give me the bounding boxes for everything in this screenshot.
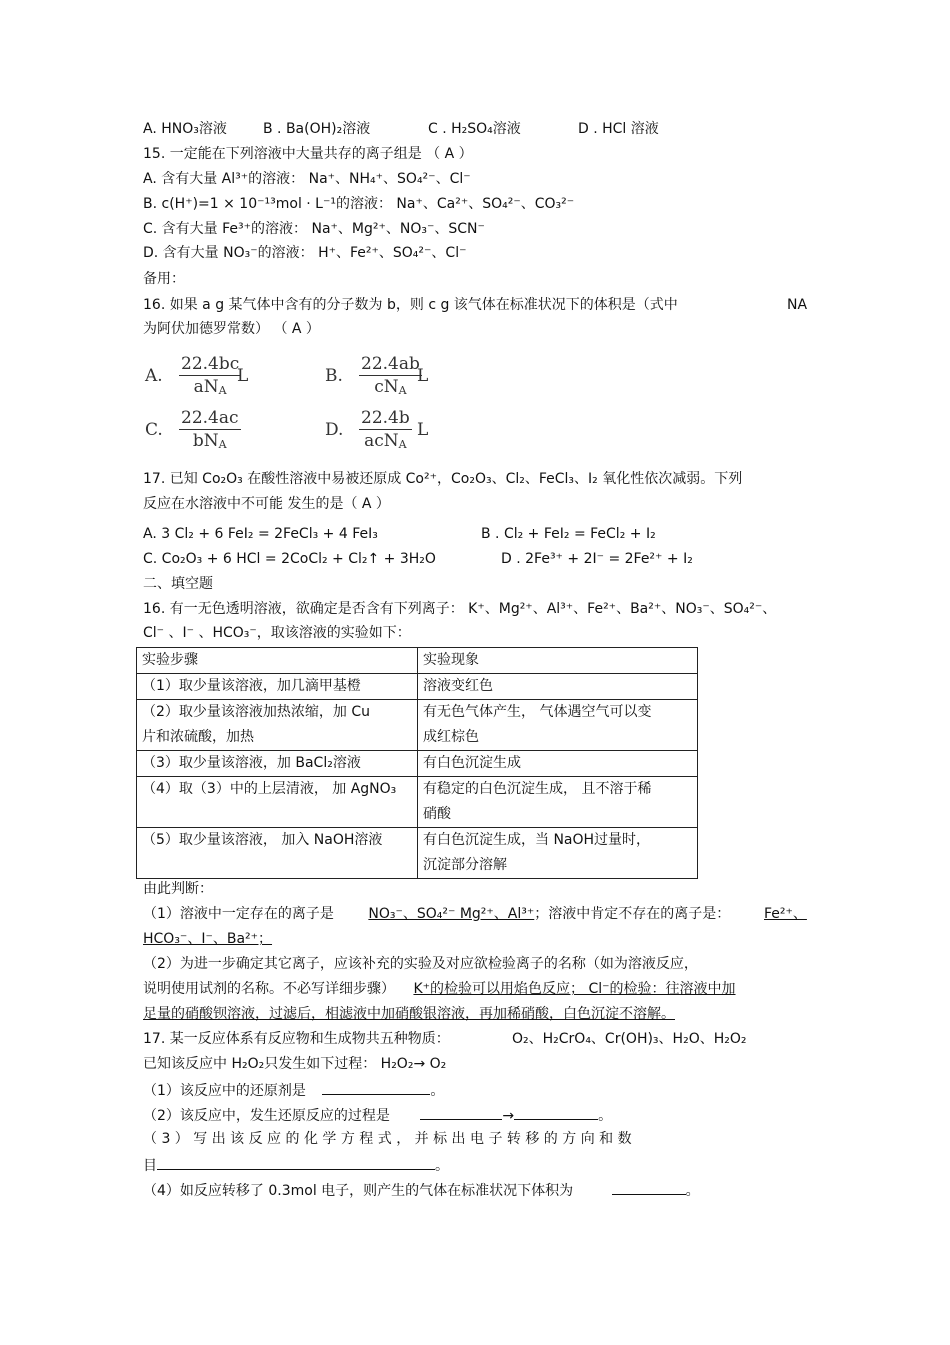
- q17a-option-c: C. Co₂O₃ + 6 HCl = 2CoCl₂ + Cl₂↑ + 3H₂O: [143, 551, 436, 567]
- answer1-mid: ；溶液中肯定不存在的离子是：: [534, 906, 731, 922]
- q15-option-b: B. c(H⁺)=1 × 10⁻¹³mol · L⁻¹的溶液： Na⁺、Ca²⁺、SO₄²⁻、CO₃²⁻: [143, 196, 575, 212]
- cell-line: 有稳定的白色沉淀生成， 且不溶于稀: [423, 781, 652, 797]
- q14-option-c: C . H₂SO₄溶液: [428, 121, 521, 137]
- table-cell: [137, 828, 418, 879]
- arrow: →: [502, 1108, 515, 1124]
- present-ions-answer: NO₃⁻、SO₄²⁻ Mg²⁺、Al³⁺: [368, 906, 535, 922]
- cell-line: 有无色气体产生， 气体遇空气可以变: [423, 704, 652, 720]
- table-row: [137, 674, 698, 700]
- answer1-prefix: （1）溶液中一定存在的离子是: [143, 906, 334, 922]
- q17a-line2: 反应在水溶液中不可能 发生的是（ A ）: [143, 496, 390, 512]
- end-mark: 。: [435, 1158, 449, 1174]
- q17a-option-d: D . 2Fe³⁺ + 2I⁻ = 2Fe²⁺ + I₂: [501, 551, 693, 567]
- table-row: [137, 777, 698, 828]
- reduction-to-blank[interactable]: [514, 1105, 598, 1120]
- denominator: $aN_A$: [193, 377, 227, 397]
- table-header-row: [137, 648, 698, 674]
- q16b-answer1: [143, 905, 730, 923]
- gas-volume-blank[interactable]: [612, 1180, 686, 1195]
- supplementary-test-answer: K⁺的检验可以用焰色反应； Cl⁻的检验：往溶液中加: [413, 981, 736, 997]
- subscript: A: [218, 384, 227, 397]
- q17b-part3-line1: （ 3 ） 写 出 该 反 应 的 化 学 方 程 式 ， 并 标 出 电 子 转 移 的 方 向 和 数: [143, 1131, 632, 1147]
- fraction: [359, 354, 422, 397]
- subscript: A: [218, 438, 227, 451]
- q17a-line1: 17. 已知 Co₂O₃ 在酸性溶液中易被还原成 Co²⁺，Co₂O₃、Cl₂、FeCl₃、I₂ 氧化性依次减弱。下列: [143, 471, 743, 487]
- q17a-option-b: B . Cl₂ + FeI₂ = FeCl₂ + I₂: [481, 526, 656, 542]
- q16b-answer2-line3: [143, 1005, 675, 1023]
- table-cell: 溶液变红色: [418, 674, 698, 700]
- fraction: [359, 408, 412, 451]
- supplementary-test-answer-cont: 足量的硝酸钡溶液，过滤后，相滤液中加硝酸银溶液，再加稀硝酸，白色沉淀不溶解。: [143, 1006, 675, 1022]
- q17b-part3-line2: [143, 1155, 449, 1175]
- q14-option-d: D . HCl 溶液: [578, 121, 659, 137]
- table-cell: [137, 777, 418, 828]
- subscript: A: [398, 384, 407, 397]
- numerator: 22.4bc: [181, 354, 240, 374]
- q16b-answer2-line2: [143, 980, 736, 998]
- numerator: 22.4ab: [361, 354, 420, 374]
- denominator: acN$_A$: [364, 431, 407, 451]
- q17b-part1: [143, 1080, 444, 1100]
- cell-line: （2）取少量该溶液加热浓缩，加 Cu: [142, 704, 371, 720]
- table-row: [137, 751, 698, 777]
- table-cell: （3）取少量该溶液，加 BaCl₂溶液: [137, 751, 418, 777]
- q15-stem: 15. 一定能在下列溶液中大量共存的离子组是 （ A ）: [143, 146, 473, 162]
- denominator: $bN_A$: [192, 431, 227, 451]
- conclusion-label: 由此判断：: [143, 881, 213, 897]
- q17b-line2: 已知该反应中 H₂O₂只发生如下过程： H₂O₂→ O₂: [143, 1056, 447, 1072]
- subscript: A: [398, 438, 407, 451]
- cell-line: 片和浓硫酸，加热: [142, 729, 254, 745]
- unit: L: [417, 420, 429, 440]
- part4-text: （4）如反应转移了 0.3mol 电子，则产生的气体在标准状况下体积为: [143, 1183, 574, 1199]
- denominator: $cN_A$: [374, 377, 407, 397]
- option-label: D.: [325, 420, 344, 440]
- numerator: 22.4ac: [181, 408, 239, 428]
- option-label: C.: [145, 420, 163, 440]
- q17a-option-a: A. 3 Cl₂ + 6 FeI₂ = 2FeCl₃ + 4 FeI₃: [143, 526, 378, 542]
- q16a-line1: 16. 如果 a g 某气体中含有的分子数为 b，则 c g 该气体在标准状况下的体积是（式中: [143, 297, 678, 313]
- reduction-from-blank[interactable]: [420, 1105, 502, 1120]
- experiment-table: [136, 647, 698, 879]
- cell-line: 硝酸: [423, 806, 451, 822]
- table-cell: （1）取少量该溶液，加几滴甲基橙: [137, 674, 418, 700]
- table-cell: [137, 700, 418, 751]
- cell-line: 有白色沉淀生成，当 NaOH过量时，: [423, 832, 651, 848]
- q15-option-a: A. 含有大量 Al³⁺的溶液： Na⁺、NH₄⁺、SO₄²⁻、Cl⁻: [143, 171, 471, 187]
- q16b-line1: 16. 有一无色透明溶液，欲确定是否含有下列离子： K⁺、Mg²⁺、Al³⁺、Fe²⁺、Ba²⁺、NO₃⁻、SO₄²⁻、: [143, 601, 777, 617]
- table-header-cell: 实验步骤: [137, 648, 418, 674]
- cell-line: （5）取少量该溶液， 加入 NaOH溶液: [142, 832, 383, 848]
- section-title: 二、填空题: [143, 576, 213, 592]
- q17b-line1: 17. 某一反应体系有反应物和生成物共五种物质：: [143, 1031, 450, 1047]
- q15-option-c: C. 含有大量 Fe³⁺的溶液： Na⁺、Mg²⁺、NO₃⁻、SCN⁻: [143, 221, 485, 237]
- table-row: [137, 828, 698, 879]
- q14-option-a: A. HNO₃溶液: [143, 121, 227, 137]
- q14-option-b: B . Ba(OH)₂溶液: [263, 121, 371, 137]
- q16b-answer2-line1: （2）为进一步确定其它离子，应该补充的实验及对应欲检验离子的名称（如为溶液反应，: [143, 956, 698, 972]
- numerator: 22.4b: [361, 408, 410, 428]
- unit: L: [417, 366, 429, 386]
- table-cell: 有白色沉淀生成: [418, 751, 698, 777]
- q16a-line1-na: NA: [787, 297, 808, 313]
- option-label: A.: [145, 366, 163, 386]
- part3-text: 目: [143, 1158, 157, 1174]
- table-cell: [418, 828, 698, 879]
- fraction: [179, 408, 241, 451]
- cell-line: （4）取（3）中的上层清液， 加 AgNO₃: [142, 781, 397, 797]
- absent-ions-answer-1: [764, 905, 807, 923]
- equation-blank[interactable]: [157, 1155, 435, 1170]
- table-cell: [418, 700, 698, 751]
- table-header-cell: 实验现象: [418, 648, 698, 674]
- q16a-line2: 为阿伏加德罗常数） （ A ）: [143, 321, 320, 337]
- end-mark: 。: [430, 1083, 445, 1099]
- table-row: [137, 700, 698, 751]
- q16b-line2: Cl⁻ 、I⁻ 、HCO₃⁻，取该溶液的实验如下：: [143, 625, 411, 641]
- answer2-prefix: 说明使用试剂的名称。不必写详细步骤）: [143, 981, 395, 997]
- spare-label: 备用：: [143, 271, 185, 287]
- reducing-agent-blank[interactable]: [322, 1080, 430, 1095]
- q17b-part2: [143, 1105, 612, 1125]
- absent-ions-text: HCO₃⁻、I⁻、Ba²⁺；: [143, 931, 273, 947]
- cell-line: 沉淀部分溶解: [423, 857, 507, 873]
- unit: L: [237, 366, 249, 386]
- fraction: [179, 354, 241, 397]
- table-cell: [418, 777, 698, 828]
- end-mark: 。: [598, 1108, 613, 1124]
- part2-text: （2）该反应中，发生还原反应的过程是: [143, 1108, 390, 1124]
- q17b-substances: O₂、H₂CrO₄、Cr(OH)₃、H₂O、H₂O₂: [512, 1031, 747, 1047]
- cell-line: 成红棕色: [423, 729, 479, 745]
- q15-option-d: D. 含有大量 NO₃⁻的溶液： H⁺、Fe²⁺、SO₄²⁻、Cl⁻: [143, 245, 467, 261]
- absent-ions-answer-2: [143, 930, 272, 948]
- end-mark: 。: [685, 1183, 700, 1199]
- absent-ions-text: Fe²⁺、: [764, 906, 807, 922]
- q14-options: [143, 120, 659, 138]
- part1-text: （1）该反应中的还原剂是: [143, 1083, 306, 1099]
- option-label: B.: [325, 366, 343, 386]
- q17b-part4: [143, 1180, 700, 1200]
